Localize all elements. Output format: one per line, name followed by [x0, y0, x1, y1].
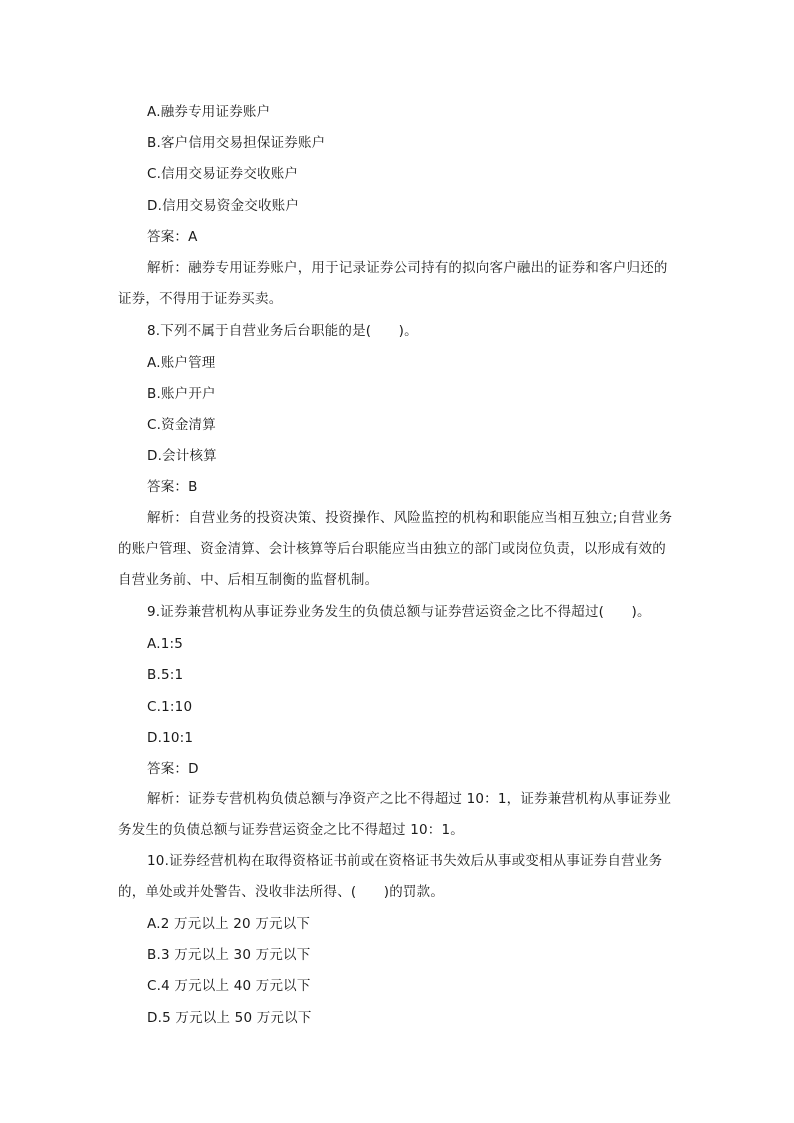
option-c-line: C.信用交易证券交收账户 [147, 166, 299, 182]
option-d-line: D.会计核算 [147, 448, 217, 464]
answer-line: 答案：D [147, 761, 199, 777]
option-c-line: C.资金清算 [147, 417, 216, 433]
option-a-line: A.账户管理 [147, 355, 216, 371]
question-9: 9.证券兼营机构从事证券业务发生的负债总额与证券营运资金之比不得超过( )。 [147, 604, 651, 620]
question-8: 8.下列不属于自营业务后台职能的是( )。 [147, 323, 418, 339]
explanation-paragraph: 解析：证券专营机构负债总额与净资产之比不得超过 10：1，证券兼营机构从事证券业务发生的负债总额与证券营运资金之比不得超过 10：1。 [118, 791, 672, 838]
option-b-line: B.3 万元以上 30 万元以下 [147, 947, 311, 963]
answer-line: 答案：B [147, 479, 198, 495]
option-a-line: A.融券专用证券账户 [147, 104, 271, 120]
explanation-paragraph: 解析：自营业务的投资决策、投资操作、风险监控的机构和职能应当相互独立;自营业务的账户管理、资金清算、会计核算等后台职能应当由独立的部门或岗位负责，以形成有效的自营业务前、中、后相互制衡的监督机制。 [118, 510, 673, 588]
option-c-line: C.1:10 [147, 699, 193, 715]
question-10: 10.证券经营机构在取得资格证书前或在资格证书失效后从事或变相从事证券自营业务的，单处或并处警告、没收非法所得、( )的罚款。 [118, 853, 663, 900]
option-d-line: D.10:1 [147, 730, 194, 746]
option-b-line: B.5:1 [147, 667, 184, 683]
option-a-line: A.1:5 [147, 636, 184, 652]
option-c-line: C.4 万元以上 40 万元以下 [147, 978, 311, 994]
option-d-line: D.5 万元以上 50 万元以下 [147, 1010, 312, 1026]
option-b-line: B.账户开户 [147, 386, 216, 402]
explanation-paragraph: 解析：融券专用证券账户，用于记录证券公司持有的拟向客户融出的证券和客户归还的证券，不得用于证券买卖。 [118, 260, 668, 307]
answer-line: 答案：A [147, 229, 198, 245]
option-b-line: B.客户信用交易担保证券账户 [147, 135, 326, 151]
option-a-line: A.2 万元以上 20 万元以下 [147, 916, 311, 932]
option-d-line: D.信用交易资金交收账户 [147, 198, 300, 214]
